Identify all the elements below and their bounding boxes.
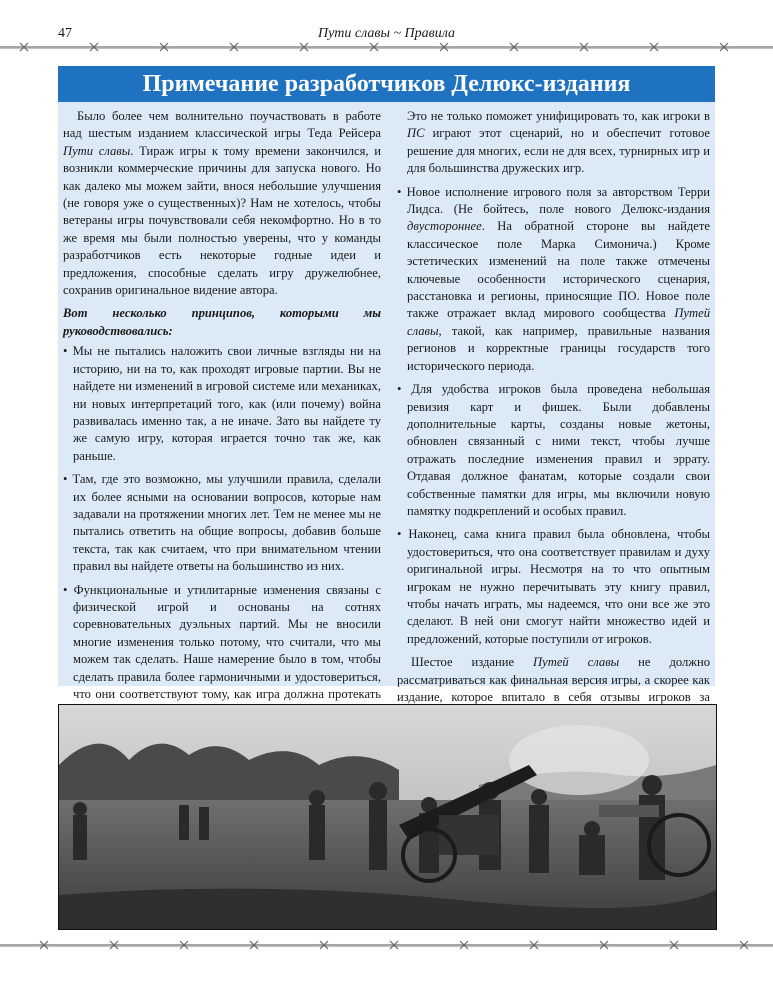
bullet-history: • Мы не пытались наложить свои личные взгляды ни на историю, ни на то, как проходят игровые партии. Вы не найдете ни изменений в игровой системе или механиках, ни новых интерпретаций того, как (или почему) война развивалась именно так, а не иначе. Зато вы найдете ту же самую игру, которая играется точно так же, как раньше. bbox=[63, 344, 381, 463]
barbed-wire-divider-bottom bbox=[0, 938, 773, 952]
page-number: 47 bbox=[58, 26, 72, 41]
intro-paragraph: Было более чем волнительно поучаствовать в работе над шестым изданием классической игры Теда Рейсера Пути славы. Тираж игры к тому времени закончился, и возникли коммерческие причины для запуска нового. Но как далеко мы можем зайти, внося небольшие улучшения (не говоря уже о существенных)? Нам не хотелось, чтобы ветераны игры почувствовали себя некомфортно. Но в то же время мы были полностью уверены, что у команды разработчиков есть некоторые годные идеи и предложения, способные сделать игру дружелюбнее, сохранив оригинальное видение автора. bbox=[63, 109, 381, 298]
bullet-cards: • Для удобства игроков была проведена небольшая ревизия карт и фишек. Были добавлены дополнительные карты, созданы новые жетоны, обновлен связанный с ними текст, чтобы лучше отражать последние изменения правил и эррату. Отдавая должное фанатам, которые создали свои собственные памятки для игры, мы включили новую памятку подкреплений и особых правил. bbox=[397, 382, 710, 518]
final-paragraph: Шестое издание Путей славы не должно рассматриваться как финальная версия игры, а скорее как издание, которое впитало в себя отзывы игроков за bbox=[397, 655, 711, 704]
bullet-game-board: • Новое исполнение игрового поля за авторством Терри Лидса. (Не бойтесь, поле нового Делюкс-издания двустороннее. На обратной стороне вы найдете классическое поле Марка Симонича.) Кроме эстетических изменений на поле также отмечены ключевые особенности исторического сценария, расстановка и регионы, приносящие ПО. Новое поле также отражает вклад мирового сообщества Путей славы, такой, как например, правильные названия регионов и корректные границы государств того исторического периода. bbox=[397, 184, 710, 373]
section-banner: Примечание разработчиков Делюкс-издания bbox=[58, 66, 715, 102]
photo-illustration bbox=[59, 705, 716, 929]
bullet-rules-clarity: • Там, где это возможно, мы улучшили правила, сделали их более ясными на основании вопросов, которые нам задавали на протяжении многих лет. Тем не менее мы не пытались ответить на общие вопросы, добавив больше текста, так как считаем, что при внимательном чтении правил вы найдете ответы на большинство из них. bbox=[63, 472, 381, 574]
artillery-crew-photo bbox=[58, 704, 717, 930]
running-title: Пути славы ~ Правила bbox=[317, 26, 456, 41]
scenario-continuation: Это не только поможет унифицировать то, как игроки в ПС играют этот сценарий, но и обеспечит готовое решение для многих, если не для всех, турнирных игр и для большинства дружеских игр. bbox=[407, 109, 710, 176]
bullet-rulebook: • Наконец, сама книга правил была обновлена, чтобы удостовериться, что она соответствует правилам и духу оригинальной игры. Несмотря на то что опытным игрокам не нужно перечитывать эту книгу правил, чтобы начать играть, мы надеемся, что они все же это сделают. В ней они смогут найти множество идей и предложений, которые поступили от игроков. bbox=[397, 527, 710, 646]
right-column bbox=[397, 108, 710, 780]
principles-heading: Вот несколько принципов, которыми мы руководствовались: bbox=[63, 306, 381, 338]
barbed-wire-divider-top bbox=[0, 40, 773, 54]
bullet-functional-changes: • Функциональные и утилитарные изменения связаны с физической игрой и основаны на сотнях соревновательных дуэльных партий. Мы не вносили многие изменения только потому, что считали, что мы можем так сделать. Наше намерение было в том, чтобы сделать правила более гармоничными и удостовериться, что они соответствуют тому, как игра должна протекать bbox=[63, 582, 381, 701]
